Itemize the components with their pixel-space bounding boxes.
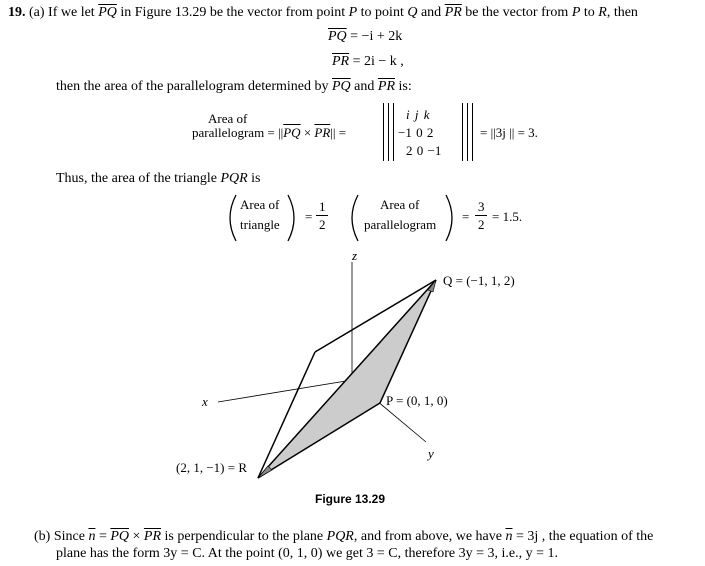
vector-pr: $\overline{PR}$ xyxy=(314,125,331,140)
frac-den-two: 2 xyxy=(478,217,485,232)
body-text: and xyxy=(354,79,375,94)
equals-sign: = xyxy=(462,209,470,224)
intro-text: be the vector from xyxy=(465,5,569,20)
equation-rhs: = 2i − k , xyxy=(352,54,404,69)
intro-text: in Figure 13.29 be the vector from point xyxy=(120,5,346,20)
cross-symbol: × xyxy=(303,125,312,140)
body-text: is perpendicular to the plane xyxy=(164,529,324,544)
triangle-pqr-shape xyxy=(258,280,436,478)
det-row-1: i j k xyxy=(406,107,430,122)
body-text: Thus, the area of the triangle xyxy=(56,171,217,186)
para-label-1: Area of xyxy=(380,197,420,212)
point-q: Q xyxy=(407,5,418,20)
part-b-label: (b) xyxy=(34,529,51,544)
frac-num-three: 3 xyxy=(478,199,485,214)
point-p: P xyxy=(348,5,358,20)
vector-pq: $\overline{PQ}$ xyxy=(283,125,301,140)
area-label-line1: Area of xyxy=(208,111,248,126)
body-text: is xyxy=(251,171,261,186)
body-text: = 3j , the equation of the xyxy=(515,529,654,544)
vector-pq: $\overline{PQ}$ xyxy=(332,79,351,94)
equals-sign: = xyxy=(305,209,313,224)
intro-text: , then xyxy=(606,5,638,20)
frac-den-two: 2 xyxy=(319,217,326,232)
part-b-line-1 xyxy=(34,530,653,544)
intro-text: to point xyxy=(360,5,404,20)
cross-symbol: × xyxy=(132,529,141,544)
axis-y-label: y xyxy=(428,446,434,461)
body-text: then the area of the parallelogram determined by xyxy=(56,79,329,94)
body-text: Since xyxy=(53,529,85,544)
point-p: P xyxy=(571,5,581,20)
part-a-label: (a) xyxy=(29,5,45,20)
intro-text: If we let xyxy=(48,5,95,20)
normal-vector: $\overline{n}$ xyxy=(88,529,96,544)
frac-result: = 1.5. xyxy=(492,209,523,224)
figure-caption: Figure 13.29 xyxy=(315,492,386,506)
point-r: R xyxy=(598,5,607,20)
normal-vector: $\overline{n}$ xyxy=(505,529,513,544)
plane-pqr: PQR xyxy=(326,529,354,544)
vector-pr: $\overline{PR}$ xyxy=(332,54,350,69)
equation-rhs: = −i + 2k xyxy=(350,29,403,44)
axis-x-label: x xyxy=(202,394,208,409)
det-row-2: −1 0 2 xyxy=(398,125,434,140)
vector-pq: $\overline{PQ}$ xyxy=(110,529,130,544)
triangle-pqr: PQR xyxy=(220,171,248,186)
vector-pr: $\overline{PR}$ xyxy=(377,79,395,94)
para-label-2: parallelogram xyxy=(364,217,437,232)
frac-num-one: 1 xyxy=(319,199,326,214)
problem-number: 19. xyxy=(8,5,26,20)
point-p-label: P = (0, 1, 0) xyxy=(386,393,448,408)
vector-pr: $\overline{PR}$ xyxy=(143,529,162,544)
intro-text: to xyxy=(583,5,595,20)
part-b-line-2: plane has the form 3y = C. At the point (0, 1, 0) we get 3 = C, therefore 3y = 3, i.e., y = 1. xyxy=(56,546,559,561)
det-result: = ||3j || = 3. xyxy=(480,125,538,140)
norm-open: = || xyxy=(267,125,284,140)
body-text: = xyxy=(98,529,107,544)
vector-pr: $\overline{PR}$ xyxy=(444,5,462,20)
intro-text: and xyxy=(420,5,442,20)
point-r-label: (2, 1, −1) = R xyxy=(176,460,247,475)
area-label-text: parallelogram xyxy=(192,125,265,140)
tri-label-2: triangle xyxy=(240,217,280,232)
det-row-3: 2 0 −1 xyxy=(406,143,442,158)
body-text: , and from above, we have xyxy=(353,529,502,544)
vector-pq: $\overline{PQ}$ xyxy=(328,29,347,44)
vector-pq: $\overline{PQ}$ xyxy=(98,5,117,20)
body-text: is: xyxy=(398,79,412,94)
tri-label-1: Area of xyxy=(240,197,280,212)
point-q-label: Q = (−1, 1, 2) xyxy=(443,273,515,288)
axis-z-label: z xyxy=(352,248,358,263)
norm-close: || = xyxy=(330,125,347,140)
